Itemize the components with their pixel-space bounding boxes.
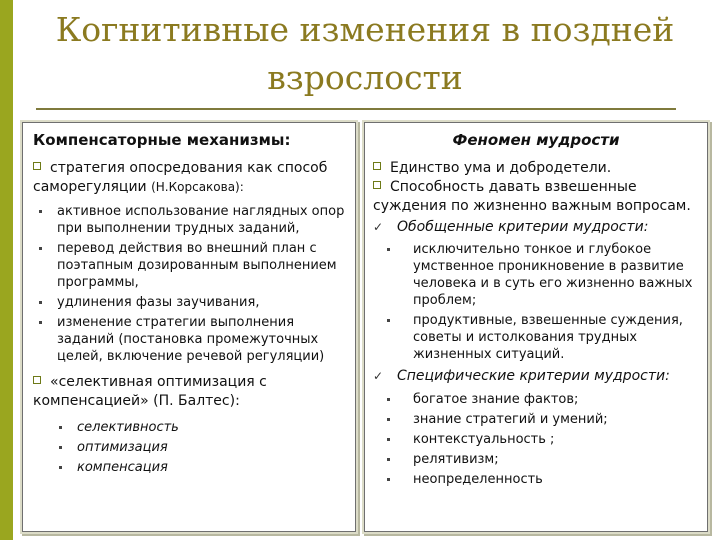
left-sublist-1: [33, 203, 345, 365]
bullet-icon: [39, 301, 42, 304]
list-item: активное использование наглядных опор при выполнении трудных заданий,: [33, 203, 345, 237]
bullet-icon: [387, 319, 390, 322]
list-item: оптимизация: [33, 439, 345, 456]
left-heading: Компенсаторные механизмы:: [33, 131, 291, 149]
list-item: богатое знание фактов;: [373, 390, 699, 409]
check-icon: ✓: [373, 220, 384, 234]
right-item-1: Единство ума и добродетели.: [373, 159, 699, 178]
square-bullet-icon: [33, 162, 41, 170]
bullet-icon: [387, 248, 390, 251]
bullet-icon: [59, 446, 62, 449]
list-item: компенсация: [33, 459, 345, 476]
list-item: исключительно тонкое и глубокое умственное проникновение в развитие человека и в суть его жизненно важных проблем;: [373, 241, 699, 309]
left-panel: [22, 122, 356, 532]
list-item: контекстуальность ;: [373, 430, 699, 449]
square-bullet-icon: [373, 181, 381, 189]
bullet-icon: [387, 478, 390, 481]
list-item: релятивизм;: [373, 450, 699, 469]
list-item: селективность: [33, 419, 345, 436]
bullet-icon: [39, 321, 42, 324]
list-item: продуктивные, взвешенные суждения, советы и истолкования трудных жизненных ситуаций.: [373, 312, 699, 363]
bullet-icon: [39, 247, 42, 250]
left-item-1: стратегия опосредования как способ саморегуляции (Н.Корсакова):: [33, 160, 328, 195]
list-item: перевод действия во внешний план с поэтапным дозированным выполнением программы,: [33, 240, 345, 291]
bullet-icon: [387, 438, 390, 441]
left-sublist-2: [33, 419, 345, 476]
list-item: неопределенность: [373, 470, 699, 489]
right-item-2: Способность давать взвешенные суждения по жизненно важным вопросам.: [373, 179, 691, 214]
bullet-icon: [387, 458, 390, 461]
right-heading: Феномен мудрости: [452, 131, 620, 149]
bullet-icon: [59, 466, 62, 469]
right-check-2: ✓ Специфические критерии мудрости:: [373, 368, 670, 384]
right-sublist-2: [373, 390, 699, 489]
bullet-icon: [39, 210, 42, 213]
square-bullet-icon: [373, 162, 381, 170]
right-panel: [364, 122, 708, 532]
bullet-icon: [387, 398, 390, 401]
left-accent-bar: [0, 0, 13, 540]
square-bullet-icon: [33, 376, 41, 384]
list-item: знание стратегий и умений;: [373, 410, 699, 429]
list-item: изменение стратегии выполнения заданий (постановка промежуточных целей, включение речевой регуляции): [33, 314, 345, 365]
right-sublist-1: [373, 241, 699, 363]
title-divider: [36, 108, 676, 110]
page-title: Когнитивные изменения в поздней взрослости: [55, 10, 675, 97]
bullet-icon: [387, 418, 390, 421]
bullet-icon: [59, 426, 62, 429]
right-check-1: ✓ Обобщенные критерии мудрости:: [373, 219, 649, 235]
list-item: удлинения фазы заучивания,: [33, 294, 345, 311]
left-item-2: «селективная оптимизация с компенсацией» (П. Балтес):: [33, 374, 267, 409]
check-icon: ✓: [373, 369, 384, 383]
